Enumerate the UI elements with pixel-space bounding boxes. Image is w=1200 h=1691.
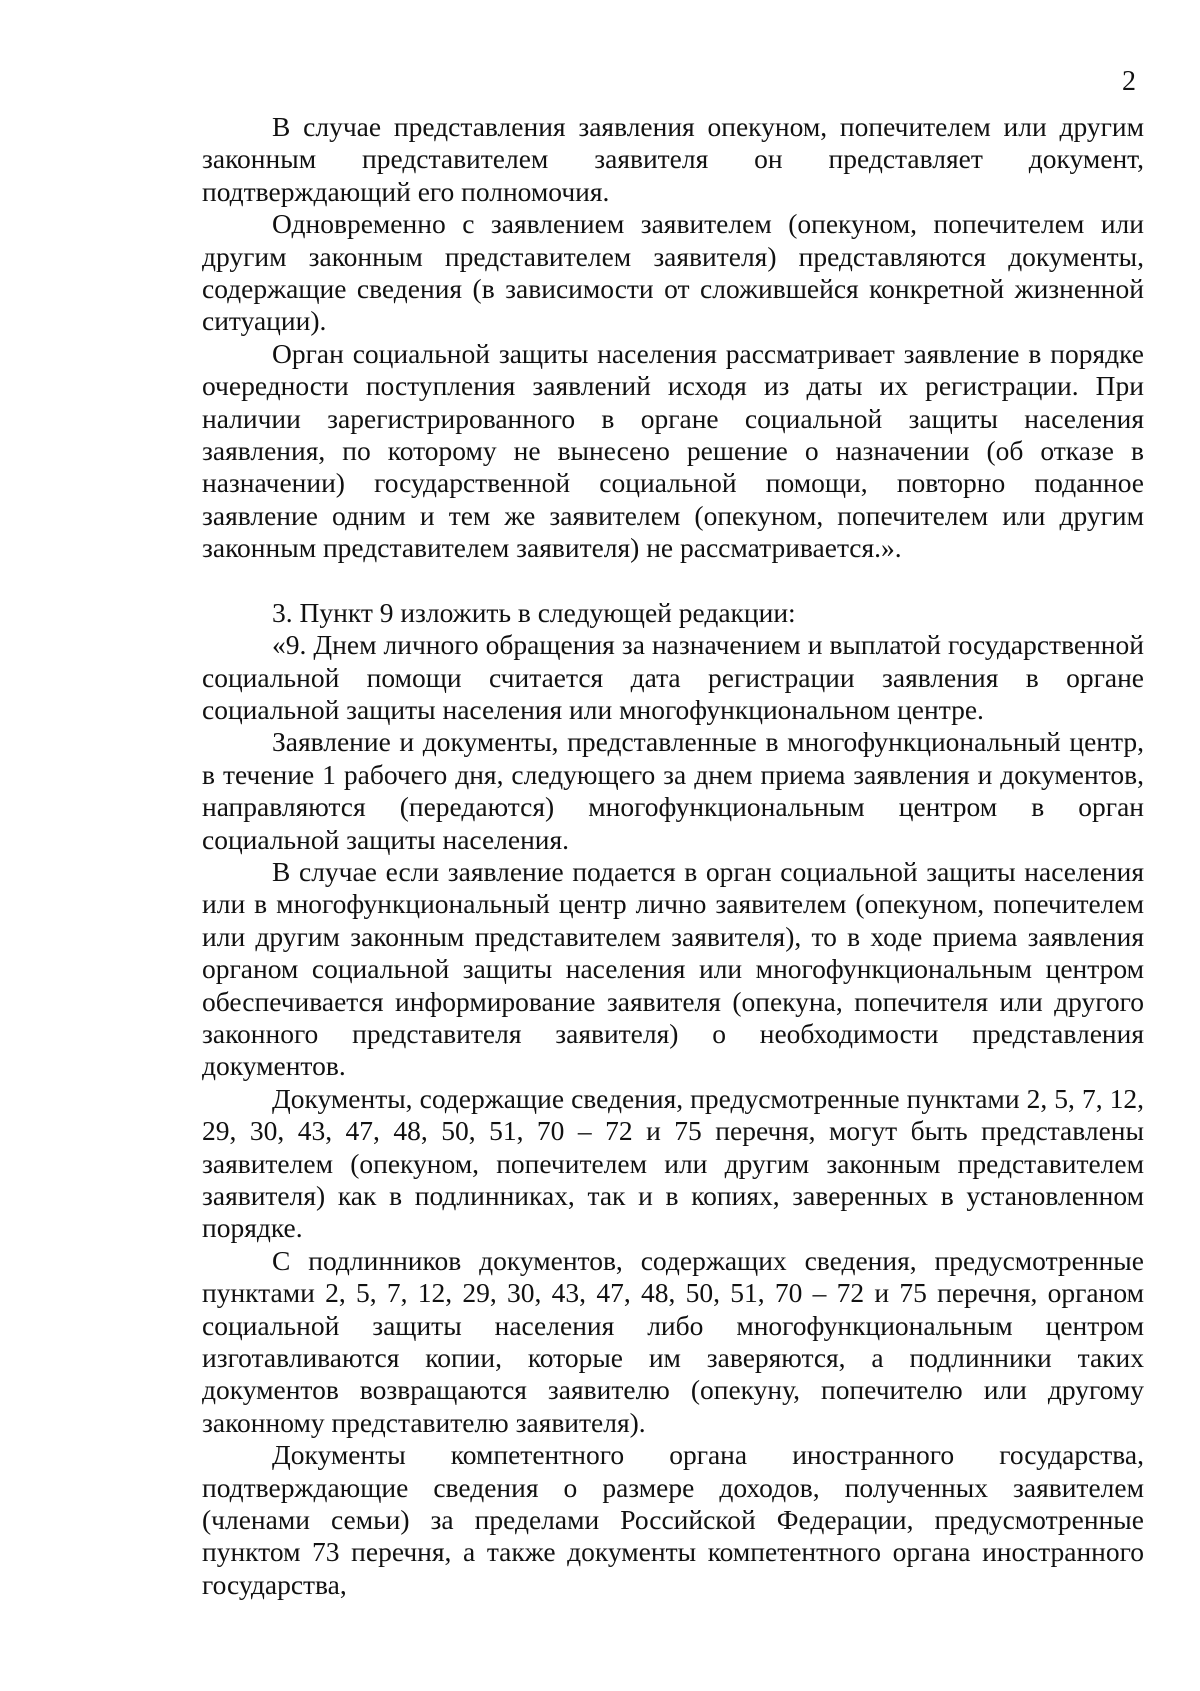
paragraph: Документы, содержащие сведения, предусмотренные пунктами 2, 5, 7, 12, 29, 30, 43, 47, 48, 50, 51, 70 – 72 и 75 перечня, могут быть представлены заявителем (опекуном, попечителем или другим законным представителем заявителя) как в подлинниках, так и в копиях, заверенных в установленном порядке. — [202, 1082, 1144, 1244]
section-heading: 3. Пункт 9 изложить в следующей редакции: — [272, 596, 796, 628]
paragraph: В случае представления заявления опекуном, попечителем или другим законным представителем заявителя он представляет документ, подтверждающий его полномочия. — [202, 111, 1144, 207]
paragraph: Одновременно с заявлением заявителем (опекуном, попечителем или другим законным представителем заявителя) представляются документы, содержащие сведения (в зависимости от сложившейся конкретной жизненной ситуации). — [202, 208, 1144, 337]
paragraph: Орган социальной защиты населения рассматривает заявление в порядке очередности поступления заявлений исходя из даты их регистрации. При наличии зарегистрированного в органе социальной защиты населения заявления, по которому не вынесено решение о назначении (об отказе в назначении) государственной социальной помощи, повторно поданное заявление одним и тем же заявителем (опекуном, попечителем или другим законным представителем заявителя) не рассматривается.». — [202, 337, 1144, 564]
paragraph: С подлинников документов, содержащих сведения, предусмотренные пунктами 2, 5, 7, 12, 29, 30, 43, 47, 48, 50, 51, 70 – 72 и 75 перечня, органом социальной защиты населения либо многофункциональным центром изготавливаются копии, которые им заверяются, а подлинники таких документов возвращаются заявителю (опекуну, попечителю или другому законному представителю заявителя). — [202, 1244, 1144, 1438]
document-body — [202, 111, 1144, 1601]
paragraph: Документы компетентного органа иностранного государства, подтверждающие сведения о размере доходов, полученных заявителем (членами семьи) за пределами Российской Федерации, предусмотренные пунктом 73 перечня, а также документы компетентного органа иностранного государства, — [202, 1439, 1144, 1600]
page-number: 2 — [1122, 66, 1136, 97]
paragraph: «9. Днем личного обращения за назначением и выплатой государственной социальной помощи считается дата регистрации заявления в органе социальной защиты населения или многофункциональном центре. — [202, 629, 1144, 725]
paragraph: Заявление и документы, представленные в многофункциональный центр, в течение 1 рабочего дня, следующего за днем приема заявления и документов, направляются (передаются) многофункциональным центром в орган социальной защиты населения. — [202, 726, 1144, 855]
paragraph: В случае если заявление подается в орган социальной защиты населения или в многофункциональный центр лично заявителем (опекуном, попечителем или другим законным представителем заявителя), то в ходе приема заявления органом социальной защиты населения или многофункциональным центром обеспечивается информирование заявителя (опекуна, попечителя или другого законного представителя заявителя) о необходимости представления документов. — [202, 855, 1144, 1082]
